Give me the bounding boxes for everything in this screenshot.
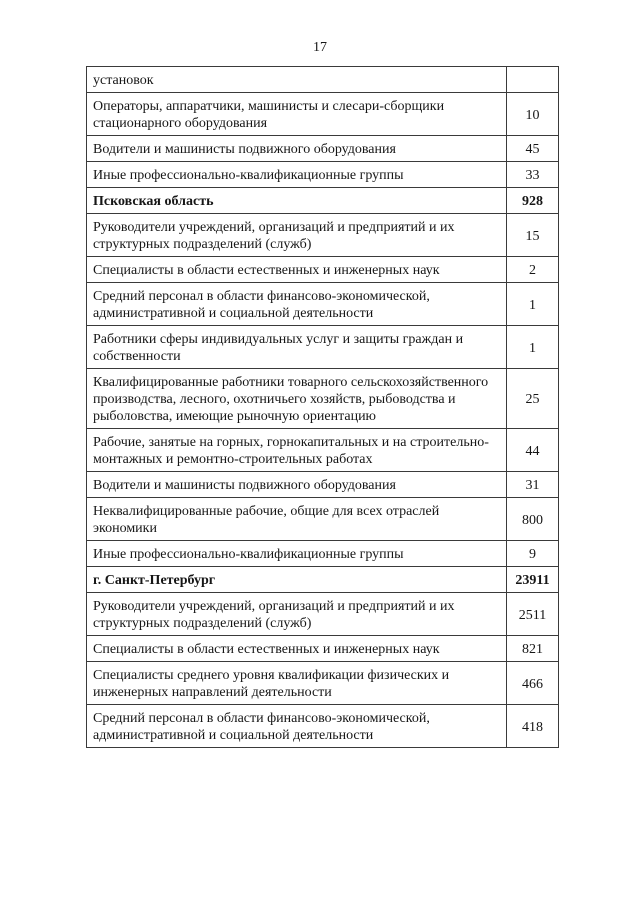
table-row	[87, 257, 559, 283]
occupation-name-cell: Средний персонал в области финансово-экономической, административной и социальной деятельности	[87, 283, 507, 326]
table-row	[87, 472, 559, 498]
occupation-table	[86, 66, 559, 748]
table-row	[87, 541, 559, 567]
table-row	[87, 498, 559, 541]
table-row	[87, 705, 559, 748]
occupation-name-cell: Неквалифицированные рабочие, общие для всех отраслей экономики	[87, 498, 507, 541]
count-cell: 25	[507, 369, 559, 429]
occupation-name-cell: установок	[87, 67, 507, 93]
count-cell: 15	[507, 214, 559, 257]
count-cell: 466	[507, 662, 559, 705]
occupation-name-cell: Работники сферы индивидуальных услуг и защиты граждан и собственности	[87, 326, 507, 369]
occupation-name-cell: Руководители учреждений, организаций и предприятий и их структурных подразделений (служб)	[87, 214, 507, 257]
occupation-name-cell: Специалисты в области естественных и инженерных наук	[87, 636, 507, 662]
table-row	[87, 429, 559, 472]
count-cell: 44	[507, 429, 559, 472]
occupation-name-cell: Иные профессионально-квалификационные группы	[87, 162, 507, 188]
occupation-name-cell: Иные профессионально-квалификационные группы	[87, 541, 507, 567]
count-cell: 45	[507, 136, 559, 162]
region-name-cell: Псковская область	[87, 188, 507, 214]
table-row	[87, 369, 559, 429]
region-name-cell: г. Санкт-Петербург	[87, 567, 507, 593]
count-cell: 2511	[507, 593, 559, 636]
count-cell: 821	[507, 636, 559, 662]
region-total-cell: 928	[507, 188, 559, 214]
table-row	[87, 214, 559, 257]
occupation-name-cell: Средний персонал в области финансово-экономической, административной и социальной деятельности	[87, 705, 507, 748]
table-row	[87, 326, 559, 369]
table-row	[87, 662, 559, 705]
count-cell: 2	[507, 257, 559, 283]
table-row	[87, 67, 559, 93]
table-row	[87, 593, 559, 636]
occupation-name-cell: Квалифицированные работники товарного сельскохозяйственного производства, лесного, охотничьего хозяйств, рыбоводства и рыболовства, имеющие рыночную ориентацию	[87, 369, 507, 429]
occupation-name-cell: Операторы, аппаратчики, машинисты и слесари-сборщики стационарного оборудования	[87, 93, 507, 136]
count-cell: 33	[507, 162, 559, 188]
count-cell: 418	[507, 705, 559, 748]
table-body	[87, 67, 559, 748]
count-cell: 9	[507, 541, 559, 567]
page-number: 17	[313, 40, 327, 55]
table-row	[87, 636, 559, 662]
occupation-name-cell: Рабочие, занятые на горных, горнокапитальных и на строительно-монтажных и ремонтно-строительных работах	[87, 429, 507, 472]
table-row	[87, 136, 559, 162]
occupation-name-cell: Водители и машинисты подвижного оборудования	[87, 472, 507, 498]
occupation-name-cell: Специалисты в области естественных и инженерных наук	[87, 257, 507, 283]
region-total-row	[87, 188, 559, 214]
count-cell	[507, 67, 559, 93]
table-row	[87, 93, 559, 136]
region-total-row	[87, 567, 559, 593]
count-cell: 1	[507, 326, 559, 369]
count-cell: 800	[507, 498, 559, 541]
occupation-name-cell: Руководители учреждений, организаций и предприятий и их структурных подразделений (служб)	[87, 593, 507, 636]
occupation-name-cell: Специалисты среднего уровня квалификации физических и инженерных направлений деятельности	[87, 662, 507, 705]
region-total-cell: 23911	[507, 567, 559, 593]
count-cell: 31	[507, 472, 559, 498]
count-cell: 10	[507, 93, 559, 136]
occupation-name-cell: Водители и машинисты подвижного оборудования	[87, 136, 507, 162]
count-cell: 1	[507, 283, 559, 326]
table-row	[87, 283, 559, 326]
table-row	[87, 162, 559, 188]
